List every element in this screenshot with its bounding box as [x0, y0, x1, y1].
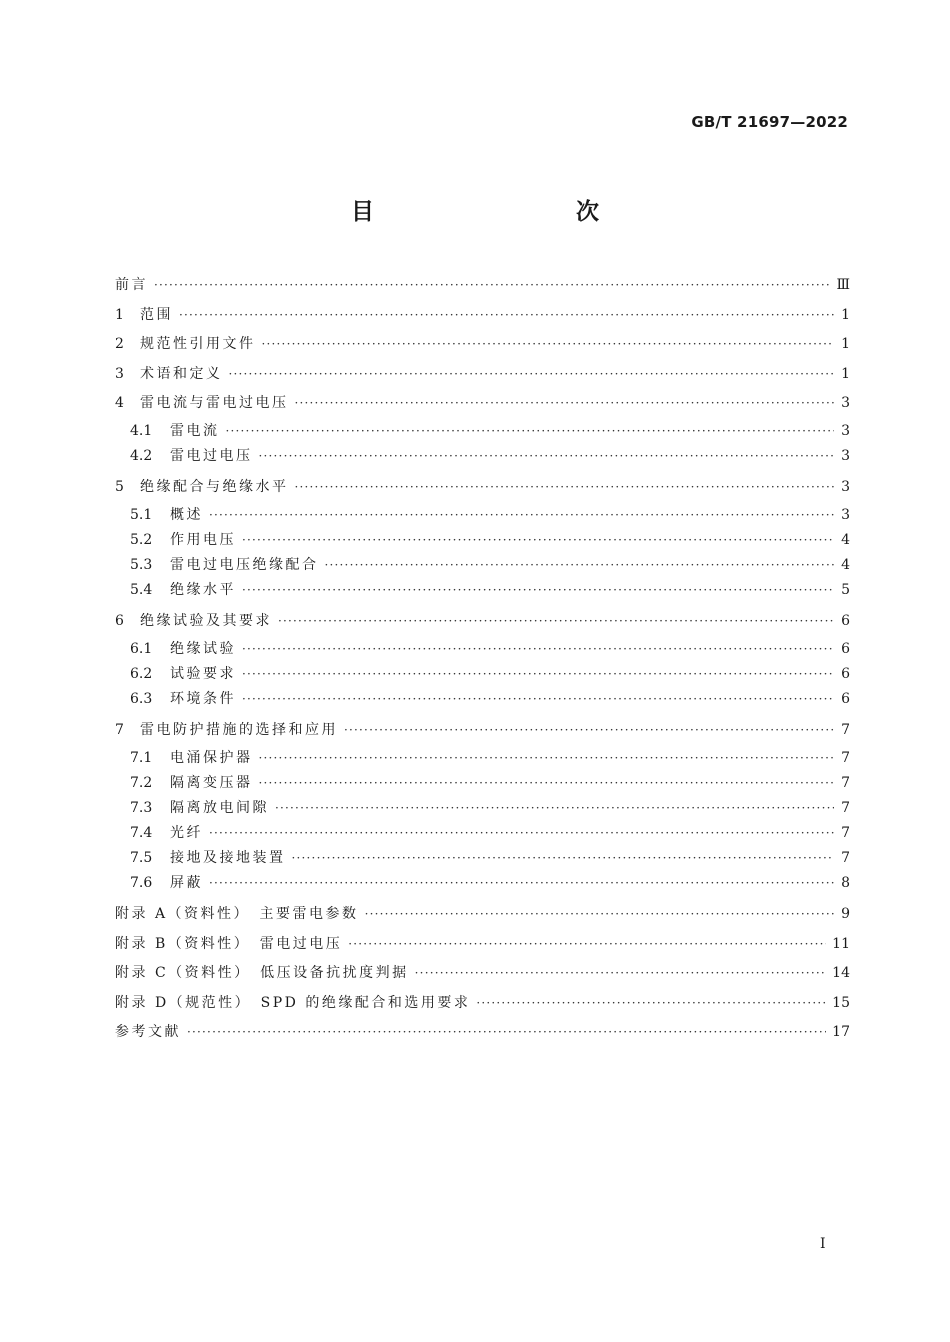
toc-entry-page: 4	[841, 531, 850, 548]
toc-entry-label: 规范性引用文件	[140, 336, 256, 352]
dot-leader	[295, 389, 835, 419]
toc-entry-number: 5.2	[130, 531, 153, 548]
toc-entry[interactable]	[115, 553, 850, 578]
toc-entry[interactable]	[115, 716, 850, 746]
toc-entry-page: 6	[841, 640, 850, 657]
dot-leader	[226, 419, 835, 444]
toc-entry-page: 3	[841, 447, 850, 464]
toc-entry-number: 4.1	[130, 422, 153, 439]
dot-leader	[325, 553, 835, 578]
toc-entry-page: 17	[832, 1024, 850, 1040]
toc-entry-label: 接地及接地装置	[170, 849, 286, 866]
toc-entry-label: 环境条件	[170, 690, 236, 707]
dot-leader	[242, 528, 834, 553]
toc-entry[interactable]	[115, 687, 850, 712]
dot-leader	[154, 271, 830, 301]
toc-entry-label: 附录 A（资料性） 主要雷电参数	[115, 906, 359, 922]
toc-entry-number: 6.1	[130, 640, 153, 657]
toc-entry-page: 14	[832, 965, 850, 981]
toc-entry[interactable]	[115, 637, 850, 662]
toc-entry-number: 7.4	[130, 824, 153, 841]
dot-leader	[187, 1018, 826, 1048]
toc-entry-label: 术语和定义	[140, 365, 223, 382]
toc-entry-page: 7	[841, 774, 850, 791]
toc-entry-label: 绝缘试验	[170, 640, 236, 657]
dot-leader	[344, 716, 834, 746]
toc-entry-page: Ⅲ	[836, 277, 850, 293]
toc-entry-page: 7	[841, 824, 850, 841]
dot-leader	[365, 900, 834, 930]
toc-entry-page: 6	[841, 665, 850, 682]
toc-entry[interactable]	[115, 796, 850, 821]
dot-leader	[262, 330, 835, 360]
dot-leader	[278, 607, 834, 637]
toc-entry-label: 隔离放电间隙	[170, 799, 269, 816]
toc-entry-number: 5.4	[130, 581, 153, 598]
toc-entry-number: 3	[115, 365, 124, 382]
dot-leader	[415, 959, 827, 989]
toc-entry-label: 试验要求	[170, 665, 236, 682]
toc-entry-number: 6	[115, 613, 124, 629]
dot-leader	[259, 444, 835, 469]
toc-entry-page: 5	[841, 581, 850, 598]
dot-leader	[348, 930, 826, 960]
toc-entry-page: 8	[841, 874, 850, 891]
toc-entry-number: 7.1	[130, 749, 153, 766]
toc-entry[interactable]	[115, 662, 850, 687]
toc-entry-number: 4.2	[130, 447, 153, 464]
toc-entry[interactable]	[115, 930, 850, 960]
toc-entry-number: 7.2	[130, 774, 153, 791]
toc-entry[interactable]	[115, 528, 850, 553]
toc-entry-page: 4	[841, 556, 850, 573]
toc-entry[interactable]	[115, 330, 850, 360]
toc-entry-label: 雷电防护措施的选择和应用	[140, 722, 338, 738]
toc-entry-label: 绝缘配合与绝缘水平	[140, 479, 289, 495]
toc-entry-number: 7.5	[130, 849, 153, 866]
table-of-contents	[115, 271, 850, 1048]
dot-leader	[259, 771, 835, 796]
toc-entry-page: 1	[841, 336, 850, 352]
page-number: Ⅰ	[820, 1236, 826, 1252]
toc-entry-label: 绝缘试验及其要求	[140, 613, 272, 629]
dot-leader	[242, 662, 834, 687]
dot-leader	[209, 503, 834, 528]
toc-entry[interactable]	[115, 959, 850, 989]
dot-leader	[476, 989, 826, 1019]
toc-entry-number: 4	[115, 395, 124, 411]
toc-entry-page: 3	[841, 479, 850, 495]
toc-entry-label: 附录 B（资料性） 雷电过电压	[115, 935, 343, 952]
toc-entry[interactable]	[115, 271, 850, 301]
toc-entry-label: 参考文献	[115, 1024, 181, 1040]
toc-entry-label: 雷电流与雷电过电压	[140, 395, 289, 411]
toc-entry-label: 雷电过电压	[170, 447, 253, 464]
toc-entry[interactable]	[115, 846, 850, 871]
toc-entry-number: 7.3	[130, 799, 153, 816]
dot-leader	[259, 746, 835, 771]
page-title: 目 次	[351, 198, 651, 225]
toc-entry-number: 6.3	[130, 690, 153, 707]
standard-code: GB/T 21697—2022	[691, 113, 848, 131]
toc-entry-number: 1	[115, 306, 124, 323]
toc-entry[interactable]	[115, 871, 850, 896]
toc-entry-page: 6	[841, 613, 850, 629]
toc-entry-page: 15	[832, 994, 850, 1011]
toc-entry-page: 3	[841, 506, 850, 523]
toc-entry-label: 作用电压	[170, 531, 236, 548]
toc-entry-label: 雷电流	[170, 422, 220, 439]
toc-entry-label: 附录 D（规范性） SPD 的绝缘配合和选用要求	[115, 994, 471, 1011]
toc-entry[interactable]	[115, 771, 850, 796]
toc-entry[interactable]	[115, 989, 850, 1019]
dot-leader	[242, 637, 834, 662]
toc-entry-number: 7.6	[130, 874, 153, 891]
toc-entry-page: 1	[841, 365, 850, 382]
toc-entry-number: 6.2	[130, 665, 153, 682]
toc-entry-page: 3	[841, 422, 850, 439]
toc-entry[interactable]	[115, 1018, 850, 1048]
toc-entry-page: 7	[841, 749, 850, 766]
toc-entry-page: 9	[841, 906, 850, 922]
toc-entry[interactable]	[115, 900, 850, 930]
dot-leader	[275, 796, 834, 821]
toc-entry-page: 6	[841, 690, 850, 707]
toc-entry[interactable]	[115, 503, 850, 528]
toc-entry-page: 7	[841, 722, 850, 738]
toc-entry-number: 7	[115, 722, 124, 738]
toc-entry-page: 11	[832, 935, 850, 952]
toc-entry-number: 5.3	[130, 556, 153, 573]
toc-entry-number: 5	[115, 479, 124, 495]
dot-leader	[295, 473, 835, 503]
toc-entry-page: 3	[841, 395, 850, 411]
toc-entry[interactable]	[115, 607, 850, 637]
toc-entry-label: 前言	[115, 277, 148, 293]
dot-leader	[229, 360, 835, 390]
toc-entry[interactable]	[115, 389, 850, 419]
toc-entry-label: 电涌保护器	[170, 749, 253, 766]
toc-entry[interactable]	[115, 419, 850, 444]
toc-entry-number: 5.1	[130, 506, 153, 523]
dot-leader	[179, 301, 834, 331]
toc-entry-label: 附录 C（资料性） 低压设备抗扰度判据	[115, 965, 409, 981]
toc-entry[interactable]	[115, 578, 850, 603]
toc-entry-page: 1	[841, 306, 850, 323]
toc-entry[interactable]	[115, 444, 850, 469]
toc-entry[interactable]	[115, 746, 850, 771]
dot-leader	[292, 846, 835, 871]
toc-entry-number: 2	[115, 336, 124, 352]
toc-entry-label: 光纤	[170, 824, 203, 841]
toc-entry-label: 概述	[170, 506, 203, 523]
toc-entry-page: 7	[841, 799, 850, 816]
dot-leader	[209, 871, 834, 896]
toc-entry-label: 隔离变压器	[170, 774, 253, 791]
dot-leader	[242, 578, 834, 603]
toc-entry[interactable]	[115, 821, 850, 846]
toc-entry[interactable]	[115, 301, 850, 331]
toc-entry-label: 屏蔽	[170, 874, 203, 891]
toc-entry[interactable]	[115, 473, 850, 503]
toc-entry-label: 范围	[140, 306, 173, 323]
toc-entry-label: 雷电过电压绝缘配合	[170, 556, 319, 573]
toc-entry[interactable]	[115, 360, 850, 390]
dot-leader	[209, 821, 834, 846]
dot-leader	[242, 687, 834, 712]
toc-entry-label: 绝缘水平	[170, 581, 236, 598]
toc-entry-page: 7	[841, 849, 850, 866]
